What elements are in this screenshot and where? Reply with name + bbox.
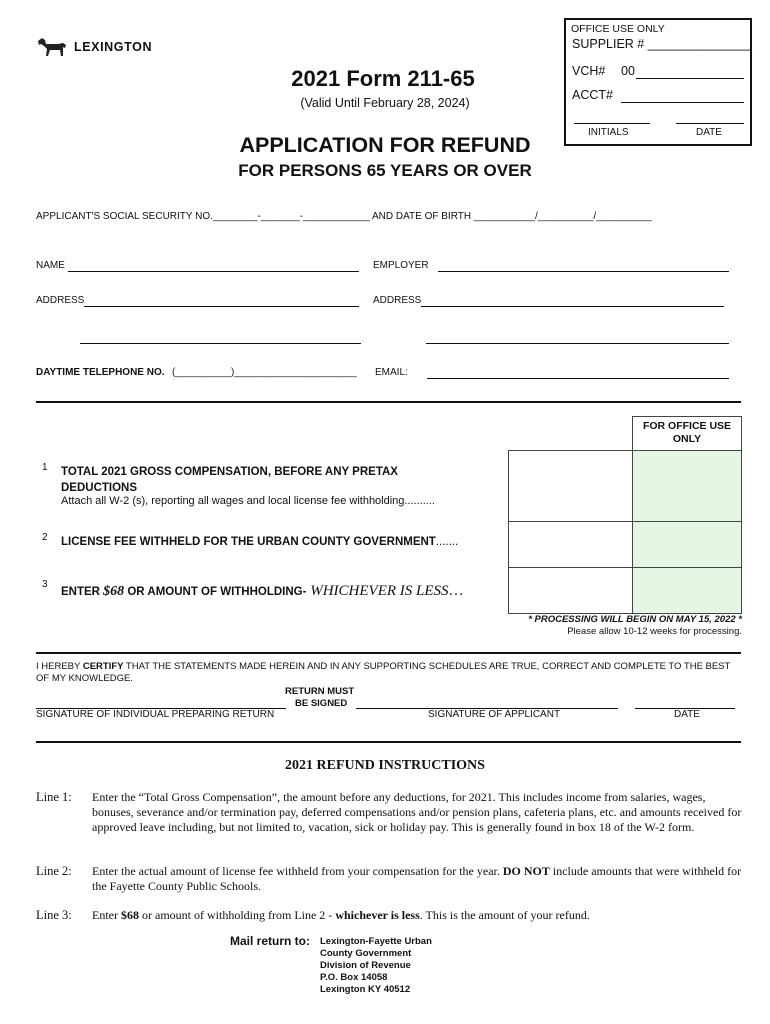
instr-line1-text: Enter the “Total Gross Compensation”, the amount before any deductions, for 2021. This includes income from salaries, wages, bonuses, severance and/or termination pay, deferred compensations and/or pension plans, cafeteria plans, etc. and amounts received for approved leave including, but not limited to, vacation, sick or holiday pay. This is generally found in box 18 of the W-2 form. — [92, 790, 742, 834]
line3-number: 3 — [42, 579, 48, 590]
application-subtitle: FOR PERSONS 65 YEARS OR OVER — [238, 161, 532, 180]
line2-amount-box[interactable] — [508, 521, 633, 568]
phone-label: DAYTIME TELEPHONE NO. — [36, 367, 165, 378]
divider — [36, 652, 741, 654]
lexington-logo — [36, 36, 152, 58]
mail-address — [320, 936, 432, 996]
preparer-signature-label: SIGNATURE OF INDIVIDUAL PREPARING RETURN — [36, 709, 275, 720]
line2-office-box — [632, 521, 742, 568]
line3-title: ENTER $68 OR AMOUNT OF WITHHOLDING- WHICHEVER IS LESS… — [61, 583, 464, 599]
vch-label: VCH# — [572, 64, 606, 78]
processing-allow-note: Please allow 10-12 weeks for processing. — [567, 626, 742, 637]
instructions-title: 2021 REFUND INSTRUCTIONS — [285, 758, 485, 773]
line3-amount-box[interactable] — [508, 567, 633, 614]
instr-line3-text: Enter $68 or amount of withholding from Line 2 - whichever is less. This is the amount of your refund. — [92, 908, 590, 922]
line1-office-box — [632, 450, 742, 522]
instr-line1-label: Line 1: — [36, 790, 72, 804]
name-field[interactable] — [68, 271, 359, 272]
instr-line2-text: Enter the actual amount of license fee withheld from your compensation for the year. DO NOT include amounts that were withheld for the Fayette County Public Schools. — [92, 864, 742, 893]
line1-number: 1 — [42, 462, 48, 473]
address-field[interactable] — [84, 306, 359, 307]
signature-date-label: DATE — [674, 709, 700, 720]
initials-field[interactable] — [574, 123, 650, 124]
instr-line2-label: Line 2: — [36, 864, 72, 878]
employer-address-line2-field[interactable] — [426, 343, 729, 344]
divider — [36, 401, 741, 403]
line3-office-box — [632, 567, 742, 614]
acct-label: ACCT# — [572, 88, 613, 102]
office-use-title: OFFICE USE ONLY — [571, 23, 665, 35]
office-date-field[interactable] — [676, 123, 744, 124]
valid-until: (Valid Until February 28, 2024) — [300, 96, 470, 110]
initials-label: INITIALS — [588, 127, 629, 138]
return-must-be-signed: RETURN MUST BE SIGNED — [285, 686, 355, 709]
mail-address-line: Lexington-Fayette Urban — [320, 936, 432, 947]
mail-address-line: Lexington KY 40512 — [320, 984, 411, 995]
mail-address-line: Division of Revenue — [320, 960, 411, 971]
processing-note: * PROCESSING WILL BEGIN ON MAY 15, 2022 * — [528, 614, 742, 625]
line2-number: 2 — [42, 532, 48, 543]
form-title: 2021 Form 211-65 — [291, 66, 475, 91]
name-label: NAME — [36, 260, 65, 271]
horse-icon — [36, 36, 68, 58]
employer-label: EMPLOYER — [373, 260, 429, 271]
divider — [36, 741, 741, 743]
address-line2-field[interactable] — [80, 343, 361, 344]
certify-statement: I HEREBY CERTIFY THAT THE STATEMENTS MADE HEREIN AND IN ANY SUPPORTING SCHEDULES ARE TRUE, CORRECT AND COMPLETE TO THE BEST OF MY KNOWLEDGE. — [36, 661, 731, 684]
line1-detail: Attach all W-2 (s), reporting all wages and local license fee withholding.......... — [61, 495, 435, 507]
mail-address-line: P.O. Box 14058 — [320, 972, 388, 983]
address-label: ADDRESS — [36, 295, 85, 306]
employer-address-field[interactable] — [421, 306, 724, 307]
phone-field[interactable]: (__________)______________________ — [172, 367, 357, 378]
employer-address-label: ADDRESS — [373, 295, 422, 306]
application-title: APPLICATION FOR REFUND — [239, 133, 531, 157]
line1-amount-box[interactable] — [508, 450, 633, 522]
employer-field[interactable] — [438, 271, 729, 272]
email-label: EMAIL: — [375, 367, 408, 378]
line2-title: LICENSE FEE WITHHELD FOR THE URBAN COUNTY GOVERNMENT....... — [61, 536, 459, 548]
line1-title: TOTAL 2021 GROSS COMPENSATION, BEFORE ANY PRETAX DEDUCTIONS — [61, 466, 398, 494]
instr-line3-label: Line 3: — [36, 908, 72, 922]
office-use-column-header: FOR OFFICE USE ONLY — [632, 416, 742, 451]
supplier-field[interactable]: SUPPLIER # _______________ — [572, 37, 753, 51]
mail-address-line: County Government — [320, 948, 412, 959]
applicant-signature-label: SIGNATURE OF APPLICANT — [428, 709, 561, 720]
mail-return-label: Mail return to: — [230, 934, 310, 948]
vch-value: 00 — [621, 64, 635, 78]
office-date-label: DATE — [696, 127, 722, 138]
email-field[interactable] — [427, 378, 729, 379]
logo-text: LEXINGTON — [74, 40, 153, 54]
ssn-dob-field[interactable]: APPLICANT'S SOCIAL SECURITY NO.________-_______-____________ AND DATE OF BIRTH ___________/__________/__________ — [36, 211, 652, 222]
